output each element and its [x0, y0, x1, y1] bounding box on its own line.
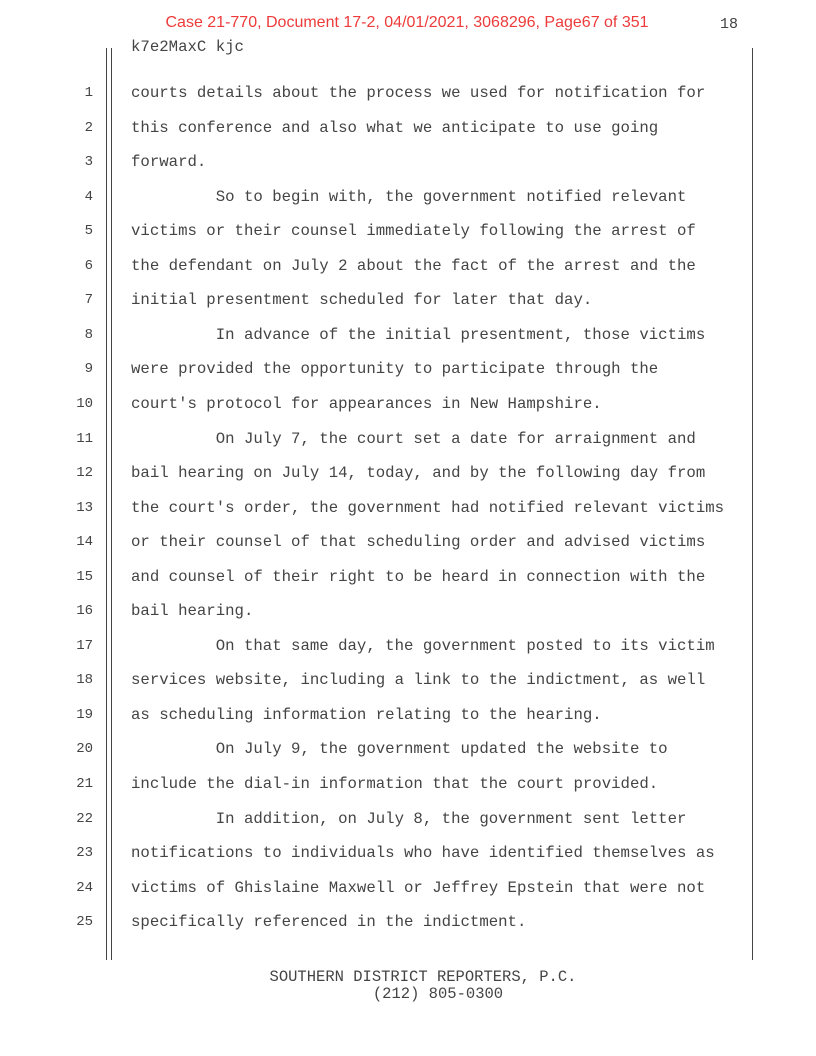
- line-number: 18: [76, 672, 93, 689]
- line-text: initial presentment scheduled for later that day.: [131, 291, 593, 310]
- line-number: 24: [76, 879, 93, 896]
- line-number: 11: [76, 430, 93, 447]
- line-number: 20: [76, 741, 93, 758]
- line-number: 2: [84, 119, 93, 136]
- line-text: In addition, on July 8, the government sent letter: [131, 809, 687, 828]
- line-number: 14: [76, 534, 93, 551]
- line-text: this conference and also what we anticipate to use going: [131, 118, 659, 137]
- line-text: So to begin with, the government notified relevant: [131, 187, 687, 206]
- line-text: as scheduling information relating to the hearing.: [131, 705, 602, 724]
- line-number: 12: [76, 465, 93, 482]
- line-text: were provided the opportunity to participate through the: [131, 360, 659, 379]
- line-number: 13: [76, 499, 93, 516]
- case-stamp: Case 21-770, Document 17-2, 04/01/2021, 3068296, Page67 of 351: [165, 14, 649, 31]
- line-text: court's protocol for appearances in New Hampshire.: [131, 394, 602, 413]
- line-text: bail hearing.: [131, 602, 254, 621]
- line-text: services website, including a link to the indictment, as well: [131, 671, 706, 690]
- line-number: 7: [84, 292, 93, 309]
- footer-phone: (212) 805-0300: [372, 985, 504, 1003]
- left-margin-rule: [111, 48, 112, 960]
- left-margin-rule: [106, 48, 107, 960]
- line-text: bail hearing on July 14, today, and by the following day from: [131, 464, 706, 483]
- line-number: 16: [76, 603, 93, 620]
- line-text: In advance of the initial presentment, those victims: [131, 325, 706, 344]
- line-text: specifically referenced in the indictment.: [131, 913, 527, 932]
- line-number: 22: [76, 810, 93, 827]
- line-number: 25: [76, 914, 93, 931]
- line-text: On July 7, the court set a date for arraignment and: [131, 429, 696, 448]
- page-number: 18: [720, 16, 739, 33]
- line-number: 4: [84, 188, 93, 205]
- line-number: 17: [76, 637, 93, 654]
- footer-reporter: SOUTHERN DISTRICT REPORTERS, P.C.: [269, 968, 577, 986]
- line-text: On that same day, the government posted to its victim: [131, 636, 715, 655]
- line-text: and counsel of their right to be heard in connection with the: [131, 567, 706, 586]
- line-number: 9: [84, 361, 93, 378]
- line-text: victims or their counsel immediately following the arrest of: [131, 222, 696, 241]
- line-number: 1: [84, 85, 93, 101]
- line-text: On July 9, the government updated the website to: [131, 740, 668, 759]
- line-text: include the dial-in information that the court provided.: [131, 775, 659, 793]
- line-number: 6: [84, 257, 93, 274]
- line-text: or their counsel of that scheduling order and advised victims: [131, 533, 706, 552]
- line-text: the court's order, the government had notified relevant victims: [131, 498, 725, 517]
- line-number: 19: [76, 706, 93, 723]
- line-number: 5: [84, 223, 93, 240]
- line-text: victims of Ghislaine Maxwell or Jeffrey Epstein that were not: [131, 878, 706, 897]
- transcript-header: k7e2MaxC kjc: [131, 38, 244, 56]
- line-number: 23: [76, 845, 93, 862]
- line-number: 15: [76, 568, 93, 585]
- line-number: 21: [76, 776, 93, 792]
- line-text: forward.: [131, 153, 207, 172]
- line-text: notifications to individuals who have identified themselves as: [131, 844, 715, 863]
- line-text: courts details about the process we used for notification for: [131, 84, 706, 102]
- line-number: 10: [76, 395, 93, 412]
- line-number: 3: [84, 154, 93, 171]
- line-text: the defendant on July 2 about the fact of the arrest and the: [131, 256, 696, 275]
- line-number: 8: [84, 326, 93, 343]
- right-margin-rule: [752, 48, 753, 960]
